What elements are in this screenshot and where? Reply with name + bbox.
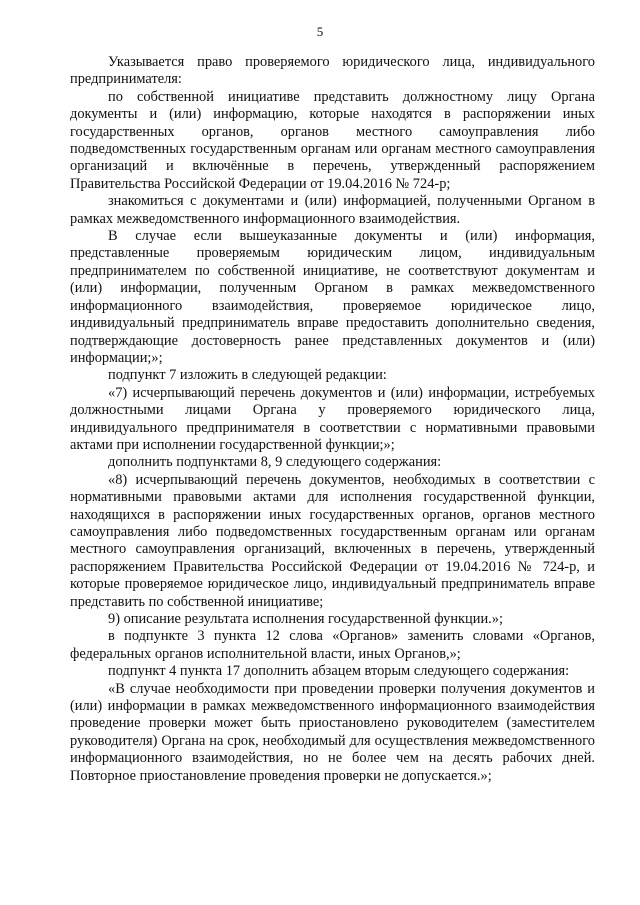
paragraph: 9) описание результата исполнения государственной функции.»; [108,611,503,627]
paragraph: дополнить подпунктами 8, 9 следующего содержания: [108,454,442,471]
paragraph: Указывается право проверяемого юридического лица, индивидуального предпринимателя: [70,54,595,88]
paragraph: подпункт 7 изложить в следующей редакции: [108,367,387,384]
paragraph: знакомиться с документами и (или) информацией, полученными Органом в рамках межведомственного информационного взаимодействия. [70,193,595,227]
page-number: 5 [316,24,324,39]
paragraph: В случае если вышеуказанные документы и (или) информация, представленные проверяемым юридическим лицом, индивидуальным предпринимателем по собственной инициативе, не соответствуют документам и (или) информации, полученным Органом в рамках межведомственного информационного взаимодействия, проверяемое юридическое лицо, индивидуальный предприниматель вправе предоставить дополнительно сведения, подтверждающие достоверность ранее представленных документов и (или) информации;»; [70,228,595,366]
paragraph: «8) исчерпывающий перечень документов, необходимых в соответствии с нормативными правовыми актами для исполнения государственной функции, находящихся в распоряжении иных государственных органов, органов местного самоуправления либо подведомственных государственным органам или органам местного самоуправления организаций, включенных в перечень, утвержденный распоряжением Правительства Российской Федерации от 19.04.2016 № 724-р, и которые проверяемое юридическое лицо, индивидуальный предприниматель вправе представить по собственной инициативе; [70,471,595,610]
paragraph: «7) исчерпывающий перечень документов и (или) информации, истребуемых должностными лицами Органа у проверяемого юридического лица, индивидуального предпринимателя в соответствии с нормативными правовыми актами при исполнении государственной функции;»; [70,384,595,453]
paragraph: подпункт 4 пункта 17 дополнить абзацем вторым следующего содержания: [108,663,570,680]
document-body [70,54,595,785]
paragraph: «В случае необходимости при проведении проверки получения документов и (или) информации в рамках межведомственного информационного взаимодействия проведение проверки может быть приостановлено руководителем (заместителем руководителя) Органа на срок, необходимый для осуществления межведомственного информационного взаимодействия, но не более чем на десять рабочих дней. Повторное приостановление проведения проверки не допускается.»; [70,680,595,784]
paragraph: по собственной инициативе представить должностному лицу Органа документы и (или) информацию, которые находятся в распоряжении иных государственных органов, органов местного самоуправления либо подведомственных государственным органам или органам местного самоуправления организаций и включённые в перечень, утвержденный распоряжением Правительства Российской Федерации от 19.04.2016 № 724-р; [70,88,595,192]
paragraph: в подпункте 3 пункта 12 слова «Органов» заменить словами «Органов, федеральных органов исполнительной власти, иных Органов,»; [70,628,595,662]
